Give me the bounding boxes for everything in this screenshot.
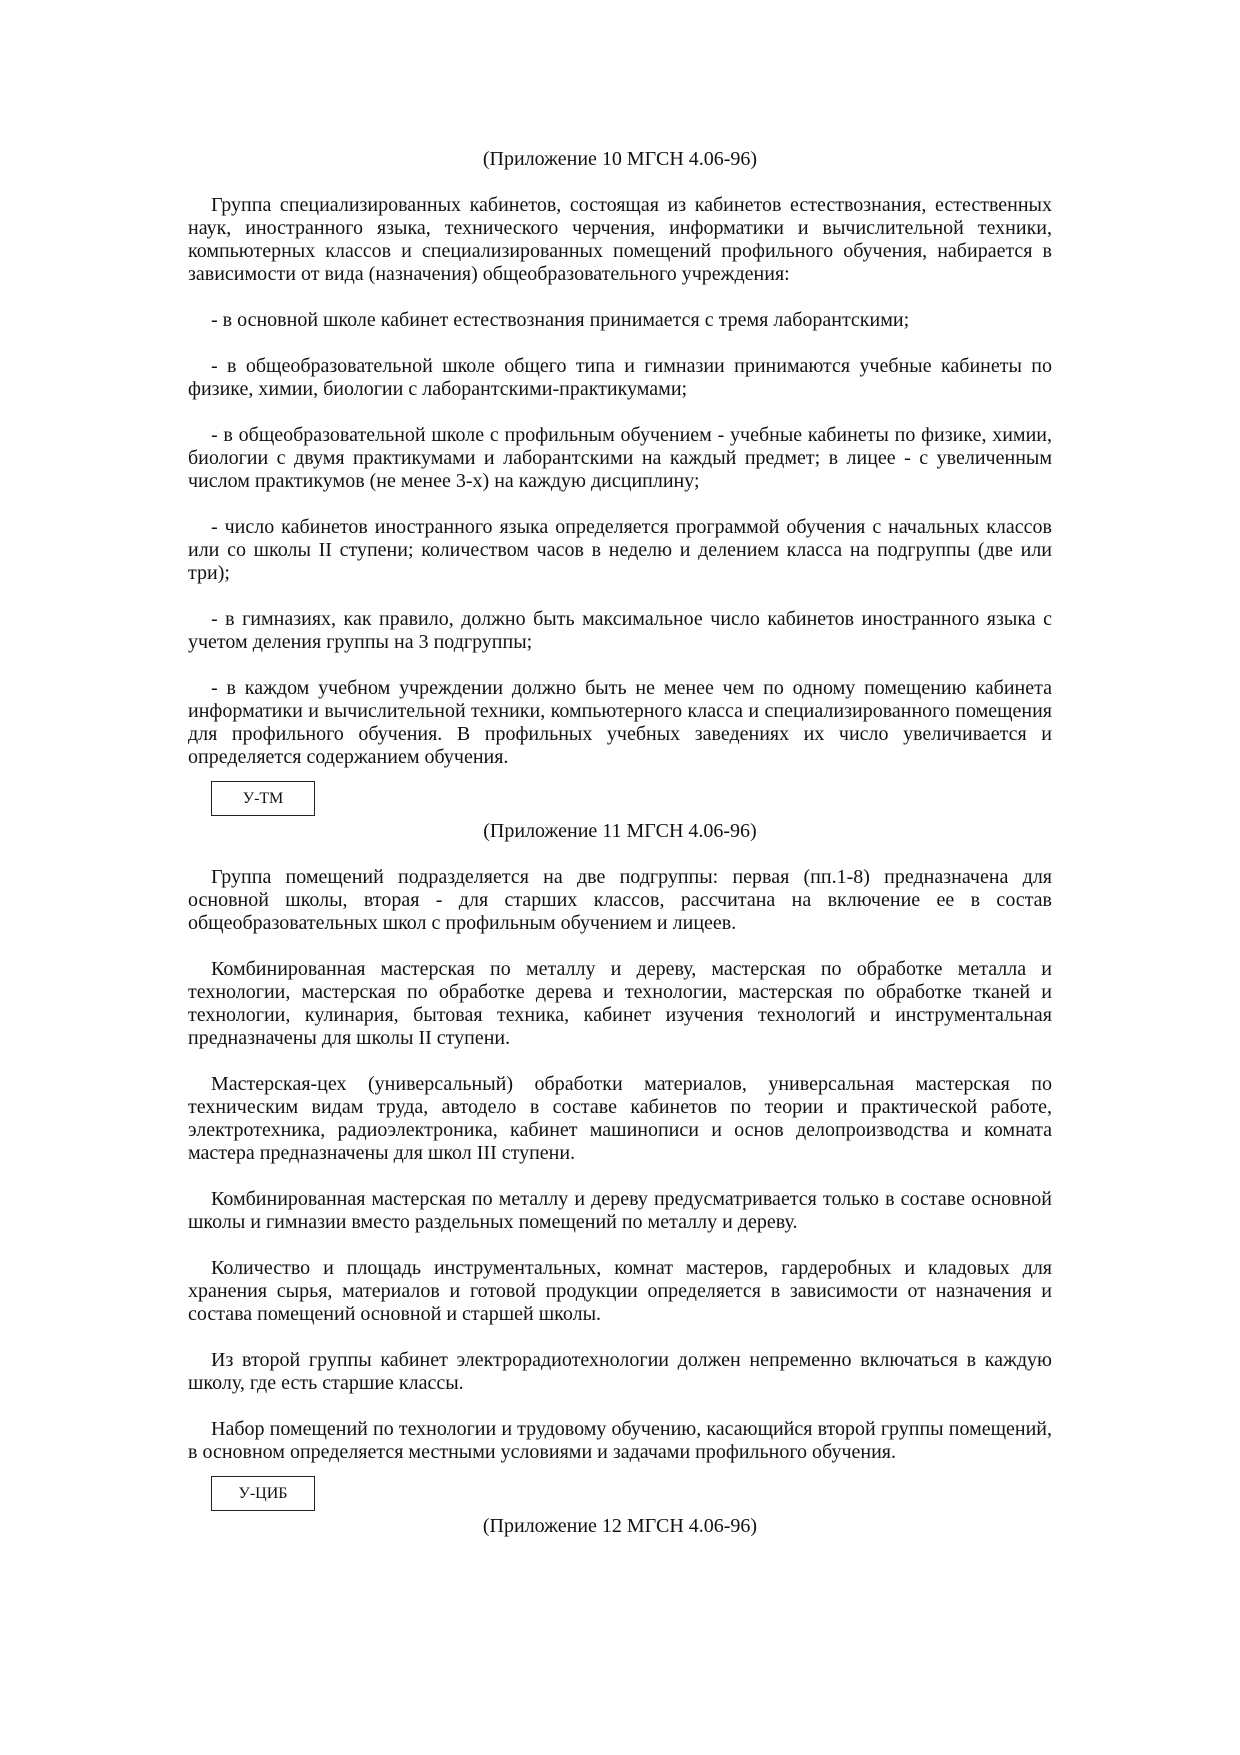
list-item: - в общеобразовательной школе общего типа и гимназии принимаются учебные кабинеты по физике, химии, биологии с лаборантскими-практикумами; xyxy=(188,355,1052,400)
section-tag-row xyxy=(188,781,1052,818)
section-tag-row xyxy=(188,1476,1052,1513)
paragraph: Набор помещений по технологии и трудовому обучению, касающийся второй группы помещений, в основном определяется местными условиями и задачами профильного обучения. xyxy=(188,1418,1052,1463)
paragraph: Из второй группы кабинет электрорадиотехнологии должен непременно включаться в каждую школу, где есть старшие классы. xyxy=(188,1349,1052,1394)
list-item: - в общеобразовательной школе с профильным обучением - учебные кабинеты по физике, химии, биологии с двумя практикумами и лаборантскими на каждый предмет; в лицее - с увеличенным числом практикумов (не менее 3-х) на каждую дисциплину; xyxy=(188,424,1052,492)
section-tag-u-tm: У-ТМ xyxy=(211,781,315,816)
list-item: - число кабинетов иностранного языка определяется программой обучения с начальных классов или со школы II ступени; количеством часов в неделю и делением класса на подгруппы (две или три); xyxy=(188,516,1052,584)
appendix-10-caption: (Приложение 10 МГСН 4.06-96) xyxy=(482,148,758,170)
list-item: - в основной школе кабинет естествознания принимается с тремя лаборантскими; xyxy=(211,309,910,331)
paragraph: Группа помещений подразделяется на две подгруппы: первая (пп.1-8) предназначена для основной школы, вторая - для старших классов, рассчитана на включение ее в состав общеобразовательных школ с профильным обучением и лицеев. xyxy=(188,866,1052,934)
paragraph: Комбинированная мастерская по металлу и дереву, мастерская по обработке металла и технологии, мастерская по обработке дерева и технологии, мастерская по обработке тканей и технологии, кулинария, бытовая техника, кабинет изучения технологий и инструментальная предназначены для школы II ступени. xyxy=(188,958,1052,1049)
paragraph: Количество и площадь инструментальных, комнат мастеров, гардеробных и кладовых для хранения сырья, материалов и готовой продукции определяется в зависимости от назначения и состава помещений основной и старшей школы. xyxy=(188,1257,1052,1325)
list-item: - в гимназиях, как правило, должно быть максимальное число кабинетов иностранного языка с учетом деления группы на 3 подгруппы; xyxy=(188,608,1052,653)
section-tag-u-tsib: У-ЦИБ xyxy=(211,1476,315,1511)
paragraph: Группа специализированных кабинетов, состоящая из кабинетов естествознания, естественных наук, иностранного языка, технического черчения, информатики и вычислительной техники, компьютерных классов и специализированных помещений профильного обучения, набирается в зависимости от вида (назначения) общеобразовательного учреждения: xyxy=(188,194,1052,285)
list-item: - в каждом учебном учреждении должно быть не менее чем по одному помещению кабинета информатики и вычислительной техники, компьютерного класса и специализированного помещения для профильного обучения. В профильных учебных заведениях их число увеличивается и определяется содержанием обучения. xyxy=(188,677,1052,768)
appendix-11-caption: (Приложение 11 МГСН 4.06-96) xyxy=(483,820,757,842)
paragraph: Мастерская-цех (универсальный) обработки материалов, универсальная мастерская по техническим видам труда, автодело в составе кабинетов по теории и практической работе, электротехника, радиоэлектроника, кабинет машинописи и основ делопроизводства и комната мастера предназначены для школ III ступени. xyxy=(188,1073,1052,1164)
document-page xyxy=(188,148,1052,1538)
paragraph: Комбинированная мастерская по металлу и дереву предусматривается только в составе основной школы и гимназии вместо раздельных помещений по металлу и дереву. xyxy=(188,1188,1052,1233)
appendix-12-caption: (Приложение 12 МГСН 4.06-96) xyxy=(482,1515,758,1537)
